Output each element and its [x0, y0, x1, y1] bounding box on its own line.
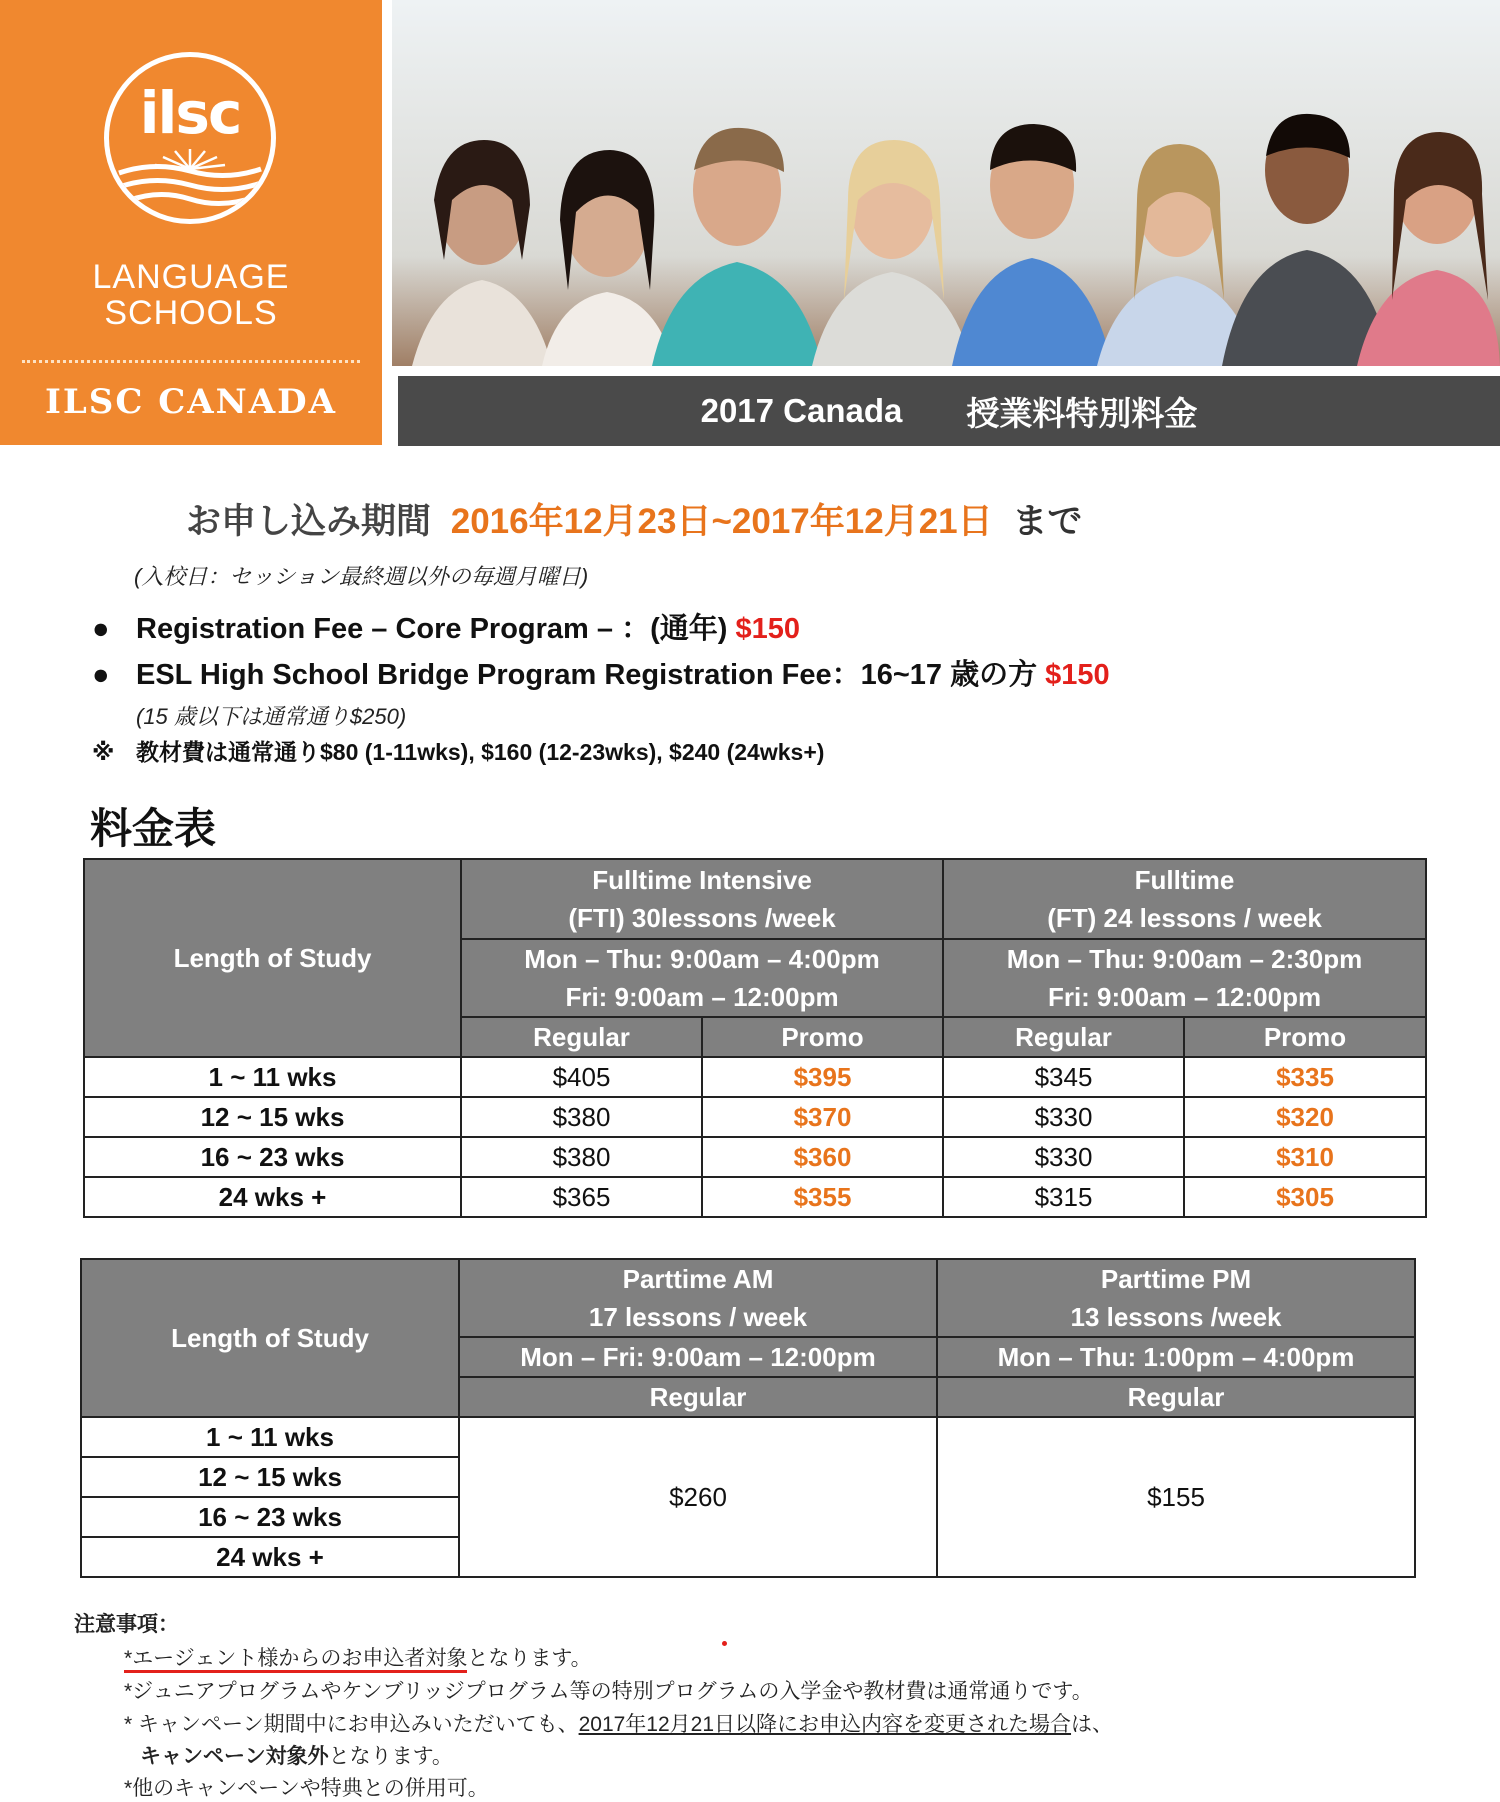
note-campaign-underlined: 2017年12月21日以降にお申込内容を変更された場合: [578, 1713, 1072, 1736]
program-lessons: 13 lessons /week: [1070, 1302, 1282, 1332]
note-combination: *他のキャンペーンや特典との併用可。: [124, 1777, 489, 1800]
pt-pm-price-cell: $155: [937, 1417, 1415, 1577]
notes-title: 注意事項：: [74, 1613, 179, 1636]
note-campaign-exclusion: [140, 1740, 453, 1770]
ft-program-header: [943, 859, 1426, 939]
pt-pm-regular-header: Regular: [937, 1377, 1415, 1417]
bullet-icon: ●: [92, 659, 110, 691]
ft-promo-cell: $335: [1184, 1057, 1426, 1097]
length-of-study-header: Length of Study: [81, 1259, 459, 1417]
note-agent-prefix: *: [124, 1647, 132, 1673]
fti-promo-cell: $360: [702, 1137, 943, 1177]
ft-promo-cell: $305: [1184, 1177, 1426, 1217]
reference-mark: ※: [92, 739, 115, 765]
fti-promo-cell: $395: [702, 1057, 943, 1097]
logo-region: ILSC CANADA: [44, 382, 338, 422]
title-banner: [398, 376, 1500, 446]
pt-am-schedule: Mon – Fri: 9:00am – 12:00pm: [459, 1337, 937, 1377]
materials-text: 教材費は通常通り$80 (1-11wks), $160 (12-23wks), $240 (24wks+): [136, 739, 825, 765]
entry-date-note: (入校日：セッション最終週以外の毎週月曜日): [134, 564, 589, 589]
ft-promo-cell: $320: [1184, 1097, 1426, 1137]
length-cell: 12 ~ 15 wks: [81, 1457, 459, 1497]
registration-fee-core: [92, 606, 800, 647]
period-dates: 2016年12月23日~2017年12月21日: [450, 502, 993, 541]
program-name: Fulltime Intensive: [592, 865, 812, 895]
note-exclusion-bold: キャンペーン対象外: [140, 1745, 329, 1768]
note-agent: [124, 1642, 592, 1672]
fti-promo-header: Promo: [702, 1017, 943, 1057]
length-cell: 24 wks +: [81, 1537, 459, 1577]
program-lessons: 17 lessons / week: [588, 1302, 808, 1332]
logo-language: LANGUAGE: [92, 258, 290, 296]
program-name: Fulltime: [1134, 865, 1235, 895]
length-cell: 16 ~ 23 wks: [84, 1137, 461, 1177]
fti-regular-cell: $380: [461, 1097, 702, 1137]
table-row: [84, 1137, 1426, 1177]
schedule-line: Mon – Thu: 9:00am – 4:00pm: [524, 944, 880, 974]
fti-schedule: [461, 939, 943, 1017]
table-row: [84, 1057, 1426, 1097]
program-lessons: (FT) 24 lessons / week: [1047, 903, 1322, 933]
fee-table-heading: 料金表: [90, 805, 217, 852]
ft-promo-header: Promo: [1184, 1017, 1426, 1057]
fti-regular-header: Regular: [461, 1017, 702, 1057]
schedule-line: Fri: 9:00am – 12:00pm: [565, 982, 839, 1012]
ft-schedule: [943, 939, 1426, 1017]
program-lessons: (FTI) 30lessons /week: [568, 903, 836, 933]
fti-promo-cell: $370: [702, 1097, 943, 1137]
logo-panel: [0, 0, 382, 445]
pt-am-price-cell: $260: [459, 1417, 937, 1577]
period-suffix: まで: [1012, 502, 1083, 541]
table-row: [84, 1097, 1426, 1137]
ft-regular-cell: $330: [943, 1137, 1184, 1177]
materials-fee-note: [92, 734, 824, 767]
length-cell: 24 wks +: [84, 1177, 461, 1217]
period-label: お申し込み期間: [186, 502, 432, 541]
ft-regular-cell: $345: [943, 1057, 1184, 1097]
banner-title: 授業料特別料金: [966, 394, 1198, 432]
banner-year-label: 2017 Canada: [700, 392, 903, 429]
note-exclusion-rest: となります。: [328, 1745, 453, 1768]
pt-pm-schedule: Mon – Thu: 1:00pm – 4:00pm: [937, 1337, 1415, 1377]
length-cell: 12 ~ 15 wks: [84, 1097, 461, 1137]
stray-red-mark: [722, 1641, 727, 1646]
fti-regular-cell: $405: [461, 1057, 702, 1097]
ft-regular-cell: $330: [943, 1097, 1184, 1137]
bullet-icon: ●: [92, 613, 110, 645]
registration-fee-bridge: [92, 652, 1110, 693]
fee-price: $150: [1045, 659, 1110, 691]
length-cell: 1 ~ 11 wks: [81, 1417, 459, 1457]
fee-label: ESL High School Bridge Program Registration Fee：16~17 歳の方: [136, 659, 1038, 691]
ft-regular-header: Regular: [943, 1017, 1184, 1057]
logo-wordmark: ilsc: [139, 79, 241, 147]
fti-regular-cell: $365: [461, 1177, 702, 1217]
pt-am-regular-header: Regular: [459, 1377, 937, 1417]
table-row: [84, 1177, 1426, 1217]
fti-regular-cell: $380: [461, 1137, 702, 1177]
note-special-programs: *ジュニアプログラムやケンブリッジプログラム等の特別プログラムの入学金や教材費は通常通りです。: [124, 1680, 1093, 1703]
table-row: [81, 1417, 1415, 1457]
note-campaign-prefix: * キャンペーン期間中にお申込みいただいても、: [124, 1713, 579, 1736]
program-name: Parttime AM: [622, 1264, 774, 1294]
schedule-line: Mon – Thu: 9:00am – 2:30pm: [1006, 944, 1363, 974]
under-15-note: (15 歳以下は通常通り$250): [136, 704, 407, 729]
students-illustration: [392, 0, 1500, 366]
fulltime-rates-table: [83, 858, 1427, 1218]
fee-label: Registration Fee – Core Program – ：(通年): [136, 613, 728, 645]
students-photo: [392, 0, 1500, 366]
length-cell: 16 ~ 23 wks: [81, 1497, 459, 1537]
parttime-rates-table: [80, 1258, 1416, 1578]
fti-promo-cell: $355: [702, 1177, 943, 1217]
note-agent-rest: となります。: [467, 1647, 592, 1670]
length-cell: 1 ~ 11 wks: [84, 1057, 461, 1097]
schedule-line: Fri: 9:00am – 12:00pm: [1047, 982, 1322, 1012]
note-campaign-change: [124, 1708, 1113, 1738]
logo-schools: SCHOOLS: [104, 294, 278, 332]
logo-emblem: [104, 52, 276, 224]
note-campaign-rest: は、: [1071, 1713, 1114, 1736]
ft-promo-cell: $310: [1184, 1137, 1426, 1177]
note-agent-underlined: エージェント様からのお申込者対象: [132, 1647, 467, 1673]
fti-program-header: [461, 859, 943, 939]
ft-regular-cell: $315: [943, 1177, 1184, 1217]
pt-pm-program-header: [937, 1259, 1415, 1337]
logo-divider: [22, 360, 360, 363]
program-name: Parttime PM: [1100, 1264, 1252, 1294]
length-of-study-header: Length of Study: [84, 859, 461, 1057]
application-period: [186, 494, 1082, 544]
pt-am-program-header: [459, 1259, 937, 1337]
fee-price: $150: [735, 613, 800, 645]
